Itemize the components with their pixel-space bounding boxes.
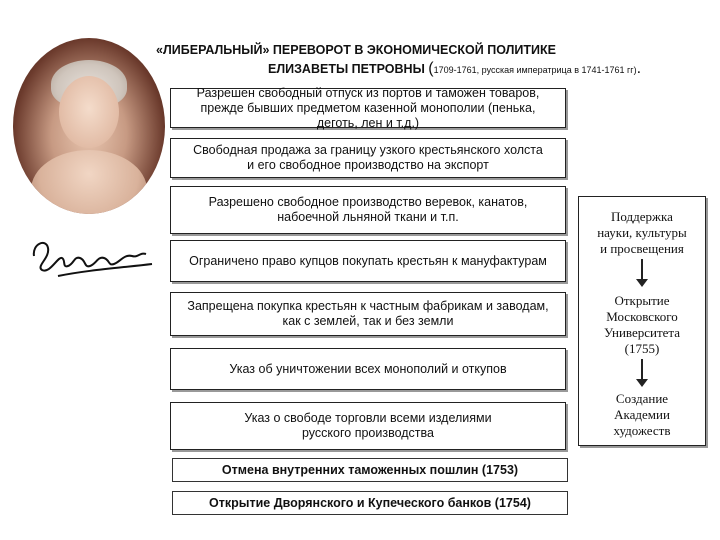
arrow-shaft-1 [641,259,643,281]
title-name: ЕЛИЗАВЕТЫ ПЕТРОВНЫ [268,62,425,76]
culture-support-text [579,209,705,257]
university-line-1: Открытие [614,293,670,308]
university-text [579,293,705,357]
university-line-4: (1755) [624,341,660,356]
measure-2-line-1: Свободная продажа за границу узкого крестьянского холста [193,143,543,157]
title-line-1: «ЛИБЕРАЛЬНЫЙ» ПЕРЕВОРОТ В ЭКОНОМИЧЕСКОЙ ПОЛИТИКЕ [156,43,556,57]
measure-1-line-1: Разрешен свободный отпуск из портов и таможен товаров, [196,85,540,100]
measure-4-line-1: Ограничено право купцов покупать крестьян к мануфактурам [189,253,547,268]
measure-box-2 [170,138,566,178]
academy-line-3: художеств [613,423,671,438]
measure-box-1 [170,85,566,130]
measure-3-line-2: набоечной льняной ткани и т.п. [277,210,459,224]
academy-line-1: Создание [615,391,669,406]
measure-3-line-1: Разрешено свободное производство веревок, канатов, [208,195,528,209]
measure-box-6 [170,348,566,390]
support-line-1: Поддержка [611,209,673,224]
measure-box-3 [170,186,566,234]
measure-1-line-2: прежде бывших предметом казенной монополии (пенька, [200,100,536,115]
measure-box-7 [170,402,566,450]
banks-reform-strip: Открытие Дворянского и Купеческого банков (1754) [172,491,568,515]
portrait-chest [31,150,147,214]
portrait-face [59,76,119,148]
culture-support-box [578,196,706,446]
measure-7-line-1: Указ о свободе торговли всеми изделиями [244,411,492,425]
measure-5-line-2: как с землей, так и без земли [282,314,454,328]
title-paren-open: ( [428,60,434,77]
measure-box-5 [170,292,566,336]
arrow-shaft-2 [641,359,643,381]
support-line-3: и просвещения [600,241,684,256]
academy-text [579,391,705,439]
arrow-down-icon [636,379,648,387]
measure-7-line-2: русского производства [302,426,434,440]
customs-reform-strip: Отмена внутренних таможенных пошлин (1753) [172,458,568,482]
university-line-2: Московского [606,309,678,324]
title-line-2 [268,60,641,78]
title-paren-close: . [636,60,642,77]
portrait-image [13,38,165,214]
measure-box-4 [170,240,566,282]
measure-1-line-3: деготь, лен и т.д.) [316,115,420,130]
measure-2-line-2: и его свободное производство на экспорт [247,158,489,172]
support-line-2: науки, культуры [597,225,687,240]
arrow-down-icon [636,279,648,287]
measure-6-line-1: Указ об уничтожении всех монополий и откупов [229,361,507,376]
signature-icon [28,226,158,286]
title-years: 1709-1761, русская императрица в 1741-1761 гг) [433,65,637,75]
measure-5-line-1: Запрещена покупка крестьян к частным фабрикам и заводам, [187,299,549,313]
university-line-3: Университета [603,325,681,340]
academy-line-2: Академии [614,407,670,422]
